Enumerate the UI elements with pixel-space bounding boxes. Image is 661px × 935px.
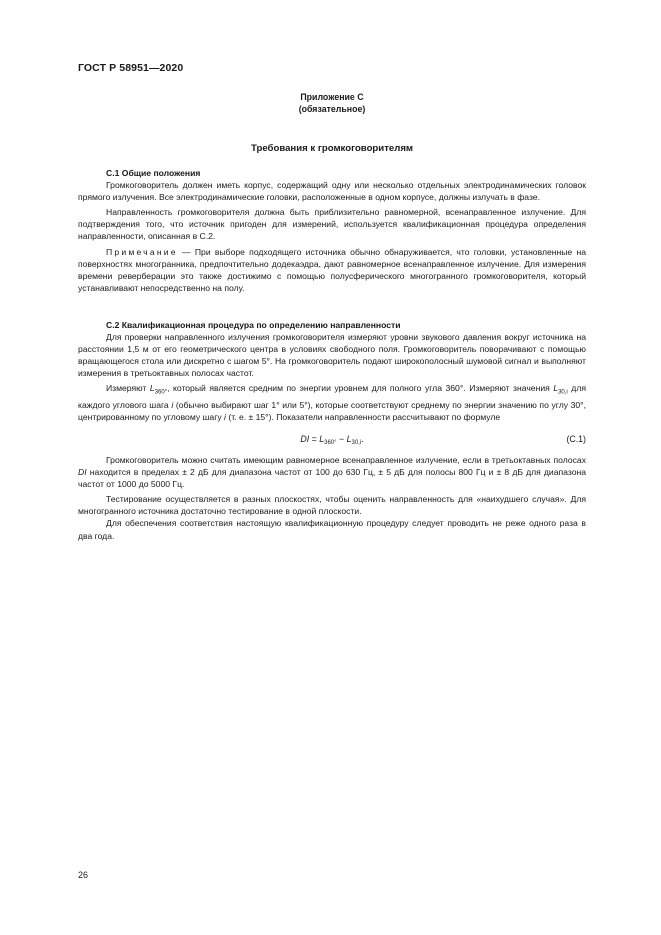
formula-number: (С.1) bbox=[566, 434, 586, 444]
formula: DI = $L_{360^\circ} - L_{30,i}$. bbox=[300, 434, 364, 446]
note-label: Примечание bbox=[106, 246, 178, 257]
section-general bbox=[78, 167, 586, 294]
section-qualification-continued bbox=[78, 454, 586, 542]
note bbox=[78, 246, 586, 294]
section-heading: С.2 Квалификационная процедура по определению направленности bbox=[106, 320, 401, 330]
paragraph: Измеряют $L_{360^\circ}$, который является средним по энергии уровнем для полного угла 360°. Измеряют значения $L_{30,i}$ для каждого углового шага i (обычно выбирают шаг 1° или 5°), которые соответствуют среднему по энергии значению по углу 30°, центрированному по угловому шагу i (т. е. ± 15°). Показатели направленности рассчитывают по формуле bbox=[78, 383, 586, 423]
appendix-status: (обязательное) bbox=[298, 104, 366, 114]
formula-row bbox=[78, 434, 586, 448]
note-text: — При выборе подходящего источника обычно обнаруживается, что головки, установленные на поверхностях многогранника, предпочтительно додекаэдра, дают равномерное всенаправленное излучение. Для измерения времени реверберации это также достижимо с помощью полусферического многогранного громкоговорителя, который устанавливают непосредственно на полу. bbox=[78, 246, 586, 293]
chapter-title: Требования к громкоговорителям bbox=[250, 143, 414, 154]
page-number: 26 bbox=[78, 870, 89, 880]
paragraph: Громкоговоритель должен иметь корпус, содержащий одну или несколько отдельных электродинамических головок прямого излучения. Все электродинамические головки, расположенные в одном корпусе, должны излучать в фазе. bbox=[78, 180, 586, 203]
section-qualification bbox=[78, 319, 586, 423]
paragraph: Направленность громкоговорителя должна быть приблизительно равномерной, всенаправленное излучение. Для подтверждения того, что источник пригоден для измерений, используется квалификационная процедура определения направленности, описанная в С.2. bbox=[78, 207, 586, 242]
paragraph: Громкоговоритель можно считать имеющим равномерное всенаправленное излучение, если в третьоктавных полосах DI находится в пределах ± 2 дБ для диапазона частот от 100 до 630 Гц, ± 5 дБ для полосы 800 Гц и ± 8 дБ для диапазона частот от 1000 до 5000 Гц. bbox=[78, 455, 586, 490]
paragraph: Для проверки направленного излучения громкоговорителя измеряют уровни звукового давления вокруг источника на расстоянии 1,5 м от его геометрического центра в условиях свободного поля. Громкоговоритель поворачивают с помощью вращающегося стола или дискретно с шагом 5°. На громкоговоритель подают широкополосный шумовой сигнал и выполняют измерения в третьоктавных полосах частот. bbox=[78, 332, 586, 379]
paragraph: Тестирование осуществляется в разных плоскостях, чтобы оценить направленность для «наихудшего случая». Для многогранного источника достаточно тестирование в одной плоскости. bbox=[78, 494, 586, 517]
standard-code: ГОСТ Р 58951—2020 bbox=[78, 62, 184, 74]
appendix-title: Приложение С bbox=[300, 92, 364, 102]
paragraph: Для обеспечения соответствия настоящую квалификационную процедуру следует проводить не реже одного раза в два года. bbox=[78, 518, 586, 541]
appendix-heading bbox=[78, 91, 586, 115]
section-heading: С.1 Общие положения bbox=[106, 168, 201, 178]
